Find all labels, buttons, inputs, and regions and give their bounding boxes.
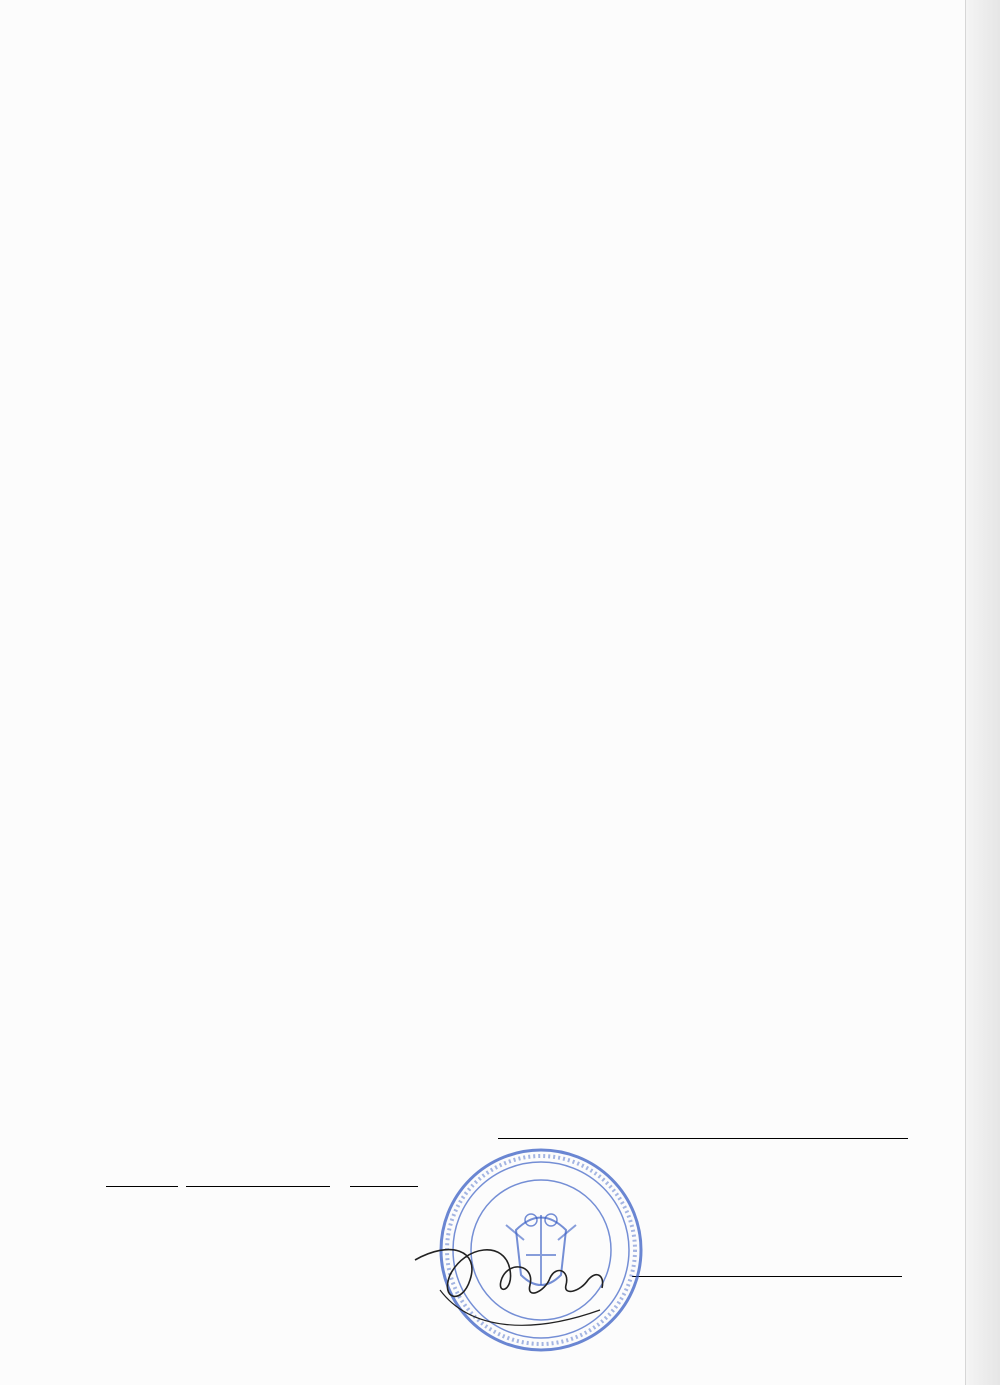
date-day [106, 1186, 178, 1187]
issuer-underline [498, 1138, 908, 1139]
handwritten-signature [410, 1230, 610, 1340]
date-year [350, 1186, 418, 1187]
page-edge-shadow [965, 0, 1000, 1385]
date-month [186, 1186, 330, 1187]
signer-name [632, 1276, 902, 1277]
